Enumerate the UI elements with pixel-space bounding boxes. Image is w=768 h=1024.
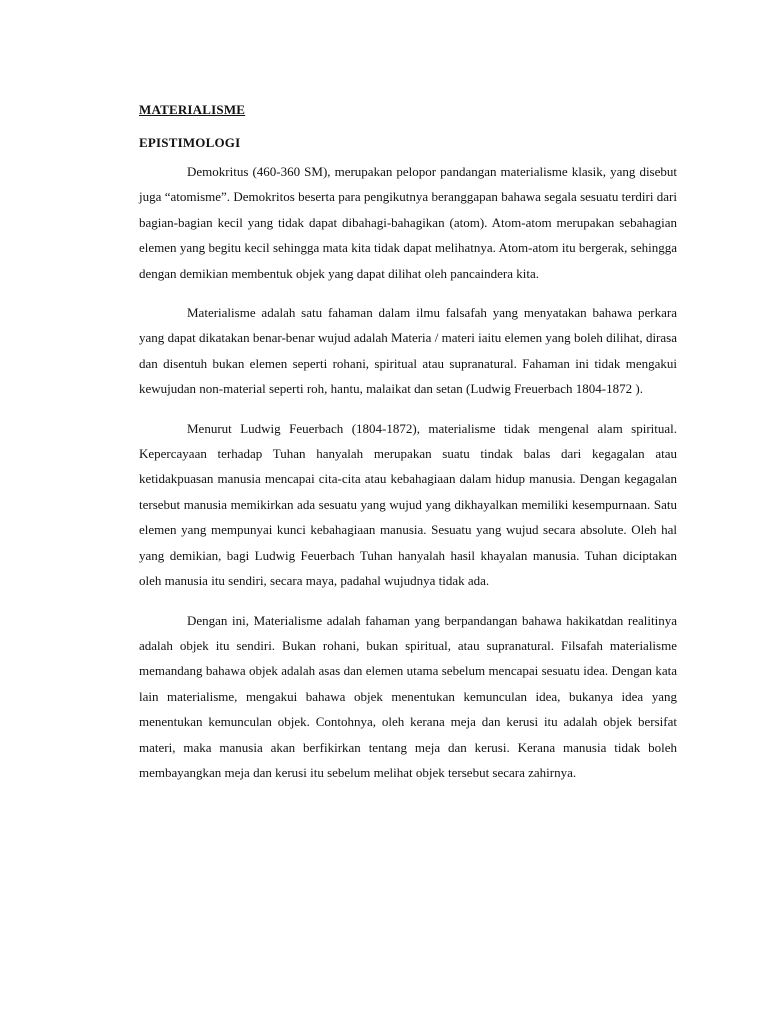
paragraph-conclusion: Dengan ini, Materialisme adalah fahaman yang berpandangan bahawa hakikatdan realitinya adalah objek itu sendiri. Bukan rohani, bukan spiritual, atau supranatural. Filsafah materialisme memandang bahawa objek adalah asas dan elemen utama sebelum mencapai sesuatu idea. Dengan kata lain materialisme, mengakui bahawa objek menentukan kemunculan idea, bukanya idea yang menentukan kemunculan objek. Contohnya, oleh kerana meja dan kerusi itu adalah objek bersifat materi, maka manusia akan berfikirkan tentang meja dan kerusi. Kerana manusia tidak boleh membayangkan meja dan kerusi itu sebelum melihat objek tersebut secara zahirnya. <box>139 612 677 780</box>
paragraph-materialisme-definition: Materialisme adalah satu fahaman dalam ilmu falsafah yang menyatakan bahawa perkara yang dapat dikatakan benar-benar wujud adalah Materia / materi iaitu elemen yang boleh dilihat, dirasa dan disentuh bukan elemen seperti rohani, spiritual atau supranatural. Fahaman ini tidak mengakui kewujudan non-material seperti roh, hantu, malaikat dan setan (Ludwig Freuerbach 1804-1872 ). <box>139 305 677 397</box>
paragraph-demokritus: Demokritus (460-360 SM), merupakan pelopor pandangan materialisme klasik, yang disebut juga “atomisme”. Demokritos beserta para pengikutnya beranggapan bahawa segala sesuatu terdiri dari bagian-bagian kecil yang tidak dapat dibahagi-bahagikan (atom). Atom-atom merupakan sebahagian elemen yang begitu kecil sehingga mata kita tidak dapat melihatnya. Atom-atom itu bergerak, sehingga dengan demikian membentuk objek yang dapat dilihat oleh pancaindera kita. <box>139 164 677 281</box>
document-body <box>139 102 677 799</box>
section-heading: EPISTIMOLOGI <box>139 135 241 150</box>
paragraph-feuerbach: Menurut Ludwig Feuerbach (1804-1872), materialisme tidak mengenal alam spiritual. Kepercayaan terhadap Tuhan hanyalah merupakan suatu tindak balas dari kegagalan atau ketidakpuasan manusia mencapai cita-cita atau kebahagiaan dalam hidup manusia. Dengan kegagalan tersebut manusia memikirkan ada sesuatu yang wujud yang dikhayalkan memiliki kesempurnaan. Satu elemen yang mempunyai kunci kebahagiaan manusia. Sesuatu yang wujud secara absolute. Oleh hal yang demikian, bagi Ludwig Feuerbach Tuhan hanyalah hasil khayalan manusia. Tuhan diciptakan oleh manusia itu sendiri, secara maya, padahal wujudnya tidak ada. <box>139 420 677 589</box>
document-title: MATERIALISME <box>139 102 246 117</box>
